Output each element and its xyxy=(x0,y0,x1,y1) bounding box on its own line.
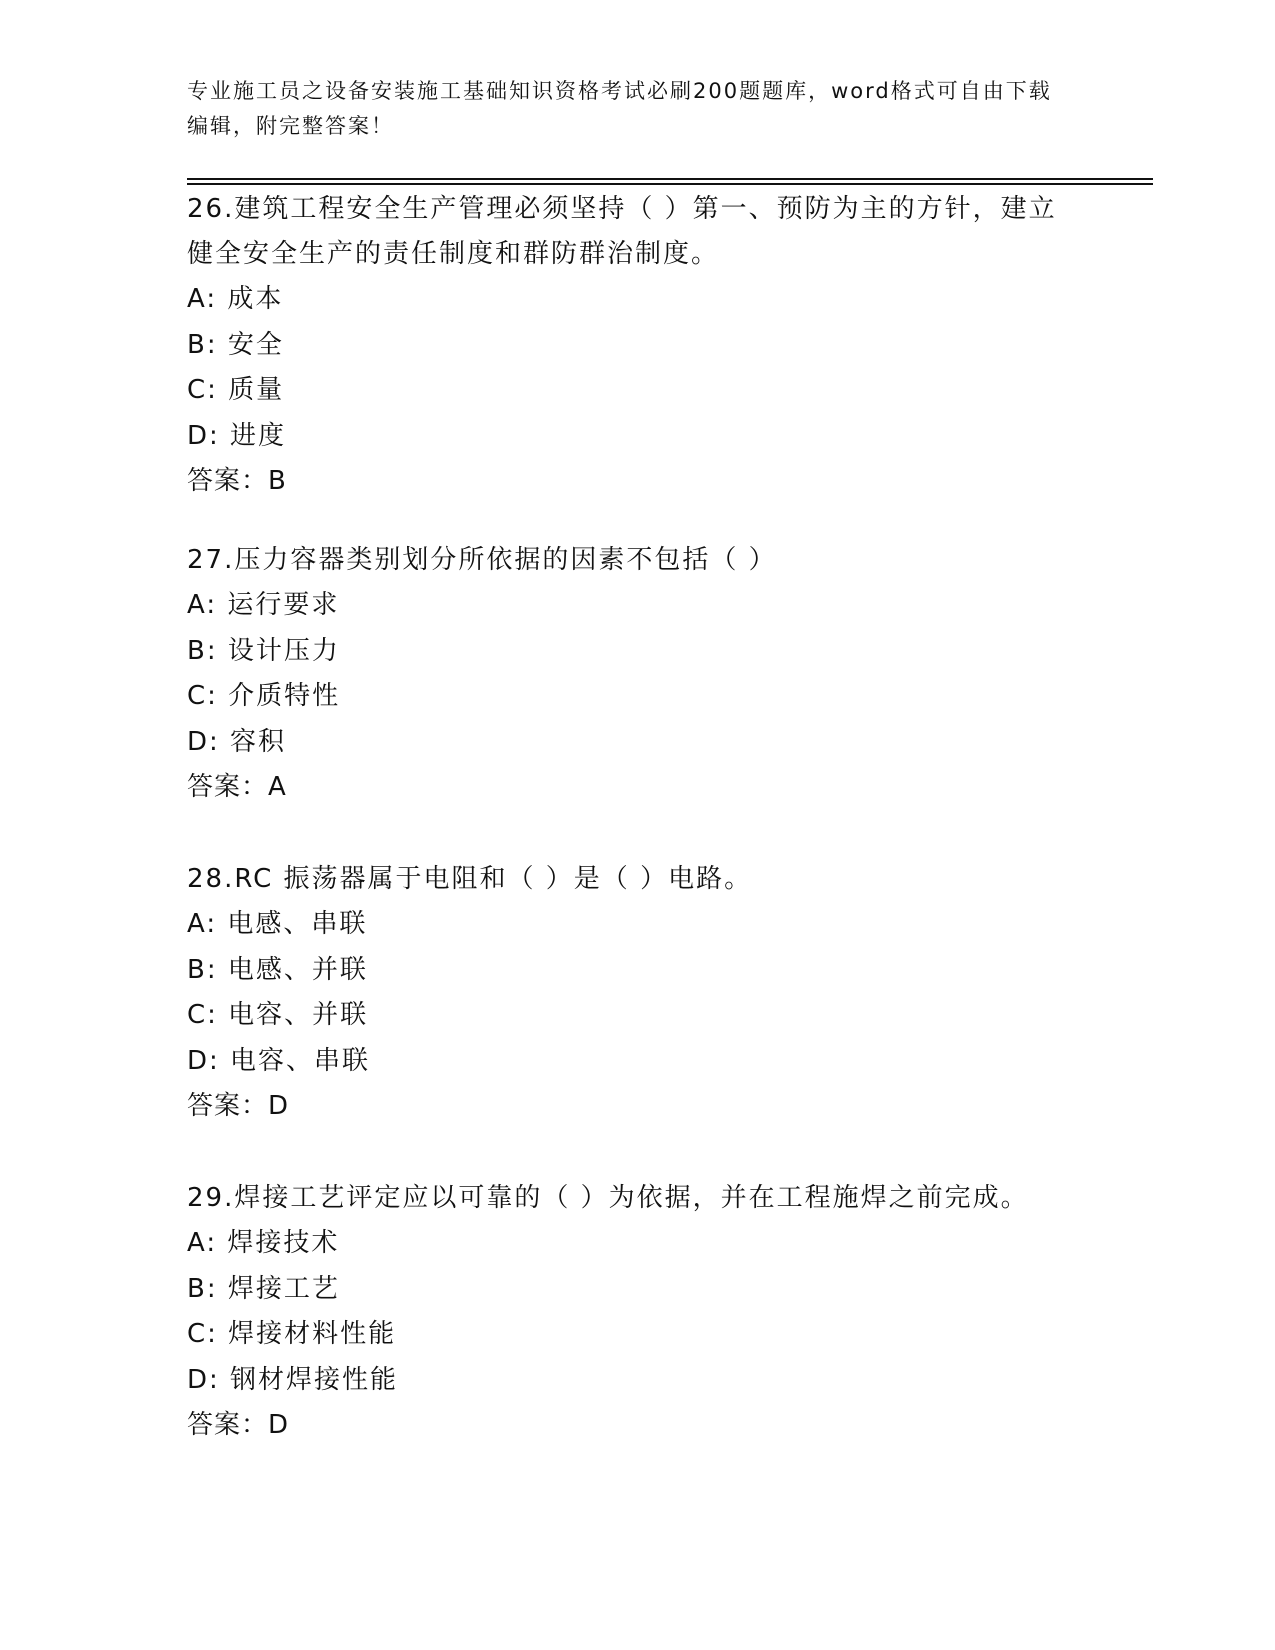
header-divider-bottom xyxy=(187,183,1153,185)
option-a: A: 焊接技术 xyxy=(187,1228,340,1258)
option-d: D: 容积 xyxy=(187,726,287,757)
answer: 答案：B xyxy=(187,466,287,496)
question-27 xyxy=(187,538,1067,811)
question-stem: 27.压力容器类别划分所依据的因素不包括（ ） xyxy=(187,545,777,575)
question-stem: 29.焊接工艺评定应以可靠的（ ）为依据，并在工程施焊之前完成。 xyxy=(187,1183,1029,1213)
answer: 答案：D xyxy=(187,1091,290,1121)
option-c: C: 质量 xyxy=(187,375,285,405)
option-d: D: 钢材焊接性能 xyxy=(187,1364,399,1395)
option-d: D: 电容、串联 xyxy=(187,1045,371,1076)
question-29 xyxy=(187,1176,1067,1449)
option-a: A: 电感、串联 xyxy=(187,909,368,939)
question-28 xyxy=(187,857,1067,1130)
answer: 答案：A xyxy=(187,772,287,802)
option-b: B: 安全 xyxy=(187,329,284,360)
option-c: C: 焊接材料性能 xyxy=(187,1319,397,1349)
question-26 xyxy=(187,187,1067,505)
option-c: C: 电容、并联 xyxy=(187,1000,369,1030)
answer: 答案：D xyxy=(187,1410,290,1440)
question-stem: 28.RC 振荡器属于电阻和（ ）是（ ）电路。 xyxy=(187,864,753,894)
option-d: D: 进度 xyxy=(187,420,287,451)
header-divider-top xyxy=(187,178,1153,180)
document-header: 专业施工员之设备安装施工基础知识资格考试必刷200题题库，word格式可自由下载编辑，附完整答案！ xyxy=(187,79,1052,138)
option-b: B: 焊接工艺 xyxy=(187,1273,340,1304)
question-stem: 26.建筑工程安全生产管理必须坚持（ ）第一、预防为主的方针，建立健全安全生产的责任制度和群防群治制度。 xyxy=(187,194,1057,269)
option-b: B: 电感、并联 xyxy=(187,954,368,985)
option-a: A: 运行要求 xyxy=(187,590,340,620)
option-a: A: 成本 xyxy=(187,284,284,314)
option-c: C: 介质特性 xyxy=(187,681,341,711)
option-b: B: 设计压力 xyxy=(187,635,340,666)
